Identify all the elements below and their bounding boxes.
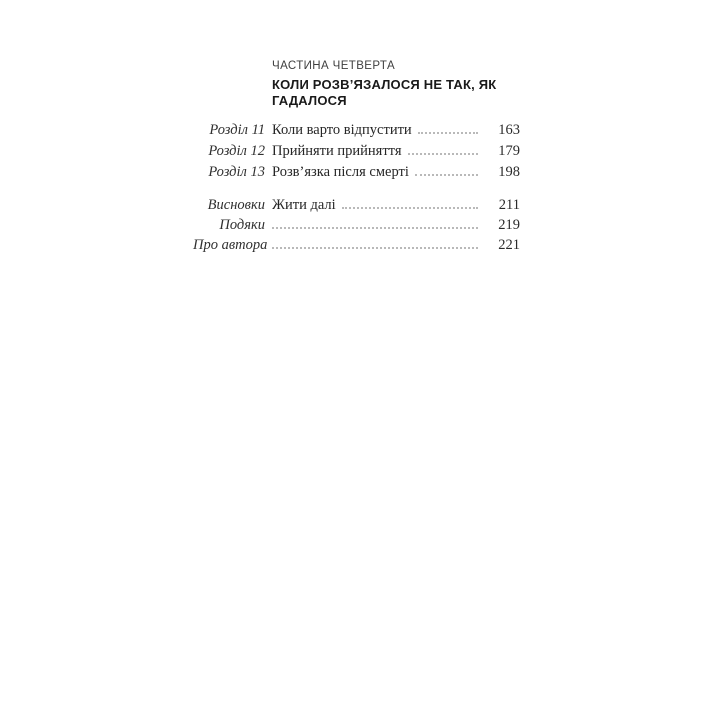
part-number-label: ЧАСТИНА ЧЕТВЕРТА: [272, 60, 396, 72]
toc-row-label: Висновки: [207, 197, 265, 213]
toc-row-page-number: 163: [498, 122, 520, 138]
toc-row: [193, 122, 520, 143]
part-title: КОЛИ РОЗВ’ЯЗАЛОСЯ НЕ ТАК, ЯК ГАДАЛОСЯ: [272, 77, 497, 108]
toc-row: [193, 217, 520, 237]
toc-row-title: Розв’язка після смерті: [272, 164, 409, 180]
part-heading: [272, 59, 520, 109]
toc-row: [193, 197, 520, 217]
toc-row: [193, 164, 520, 185]
toc-row-label: Про автора: [193, 237, 268, 253]
toc-row-label: Розділ 11: [209, 122, 265, 138]
dot-leader: [415, 174, 478, 176]
dot-leader: [418, 132, 478, 134]
toc-row: [193, 143, 520, 164]
toc-row-title: Жити далі: [272, 197, 336, 213]
toc-row-page-number: 221: [498, 237, 520, 253]
toc-row-page-number: 198: [498, 164, 520, 180]
toc-row-label: Розділ 13: [208, 164, 265, 180]
toc-row-page-number: 211: [498, 197, 520, 213]
toc-row-label: Подяки: [219, 217, 265, 233]
toc-row-page-number: 219: [498, 217, 520, 233]
toc-row-page-number: 179: [498, 143, 520, 159]
dot-leader: [272, 247, 478, 249]
toc-row-label: Розділ 12: [208, 143, 265, 159]
dot-leader: [342, 207, 478, 209]
toc-row: [193, 237, 520, 257]
toc-back-matter-list: [193, 197, 520, 257]
dot-leader: [408, 153, 478, 155]
toc-row-title: Прийняти прийняття: [272, 143, 402, 159]
toc-chapter-list: [193, 122, 520, 185]
dot-leader: [272, 227, 478, 229]
table-of-contents: [193, 59, 520, 257]
toc-row-title: Коли варто відпустити: [272, 122, 412, 138]
